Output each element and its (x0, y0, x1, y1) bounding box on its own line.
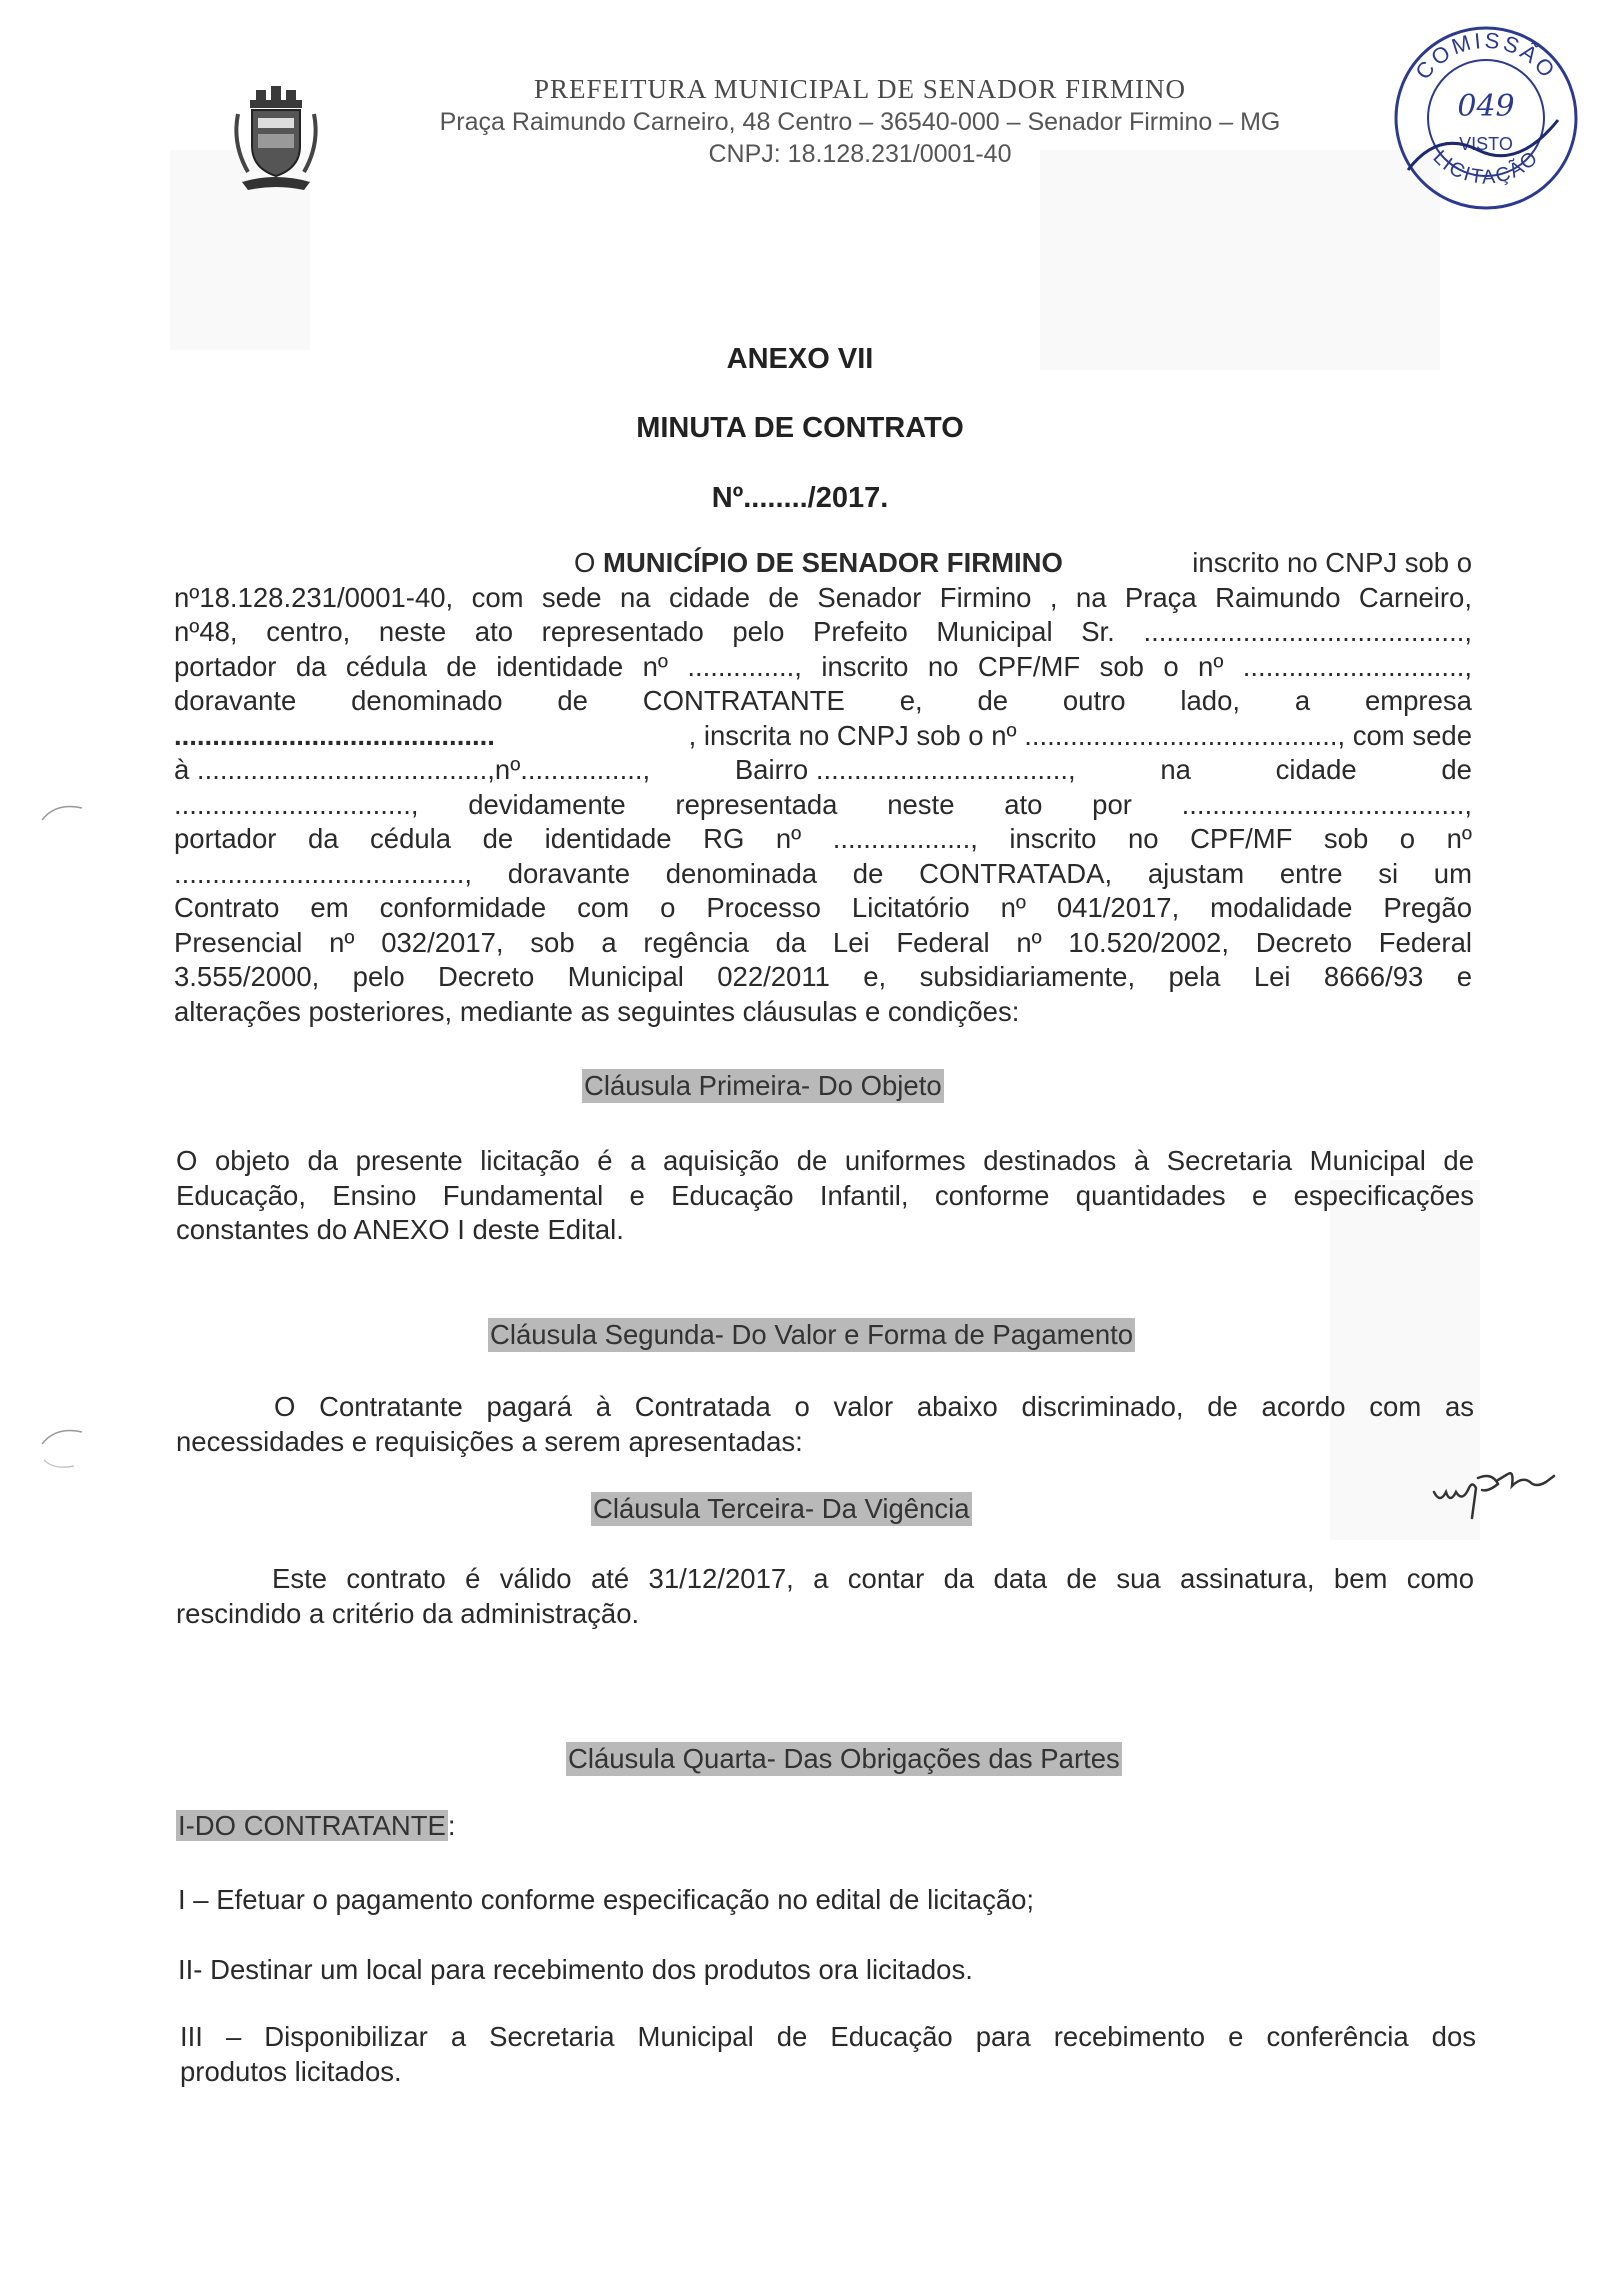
clause-2-line-2: necessidades e requisições a serem apresentadas: (176, 1425, 803, 1457)
document-heading: MINUTA DE CONTRATO (636, 412, 964, 444)
obligation-item-3-line-1: III – Disponibilizar a Secretaria Municipal de Educação para recebimento e conferência dos (180, 2021, 1476, 2052)
annex-title: ANEXO VII (726, 343, 874, 375)
stamp-top-text: COMISSÃO (1410, 27, 1562, 85)
word: CONTRATANTE (642, 685, 845, 716)
obligation-item-3 (180, 2020, 1476, 2089)
section-colon: : (447, 1810, 456, 1841)
margin-mark (40, 800, 90, 840)
clause-1-line-3: constantes do ANEXO I deste Edital. (176, 1214, 624, 1245)
clause-3-title: Cláusula Terceira- Da Vigência (593, 1493, 970, 1524)
preamble-line-4: portador da cédula de identidade nº .............., inscrito no CPF/MF sob o nº ............................., (174, 650, 1472, 682)
preamble-line-5 (174, 684, 1472, 719)
stamp-middle-text: VISTO (1459, 134, 1513, 154)
preamble-line-2: nº18.128.231/0001-40, com sede na cidade de Senador Firmino , na Praça Raimundo Carneiro, (174, 581, 1472, 613)
preamble-line-13: 3.555/2000, pelo Decreto Municipal 022/2011 e, subsidiariamente, pela Lei 8666/93 e (174, 961, 1472, 992)
word: doravante (174, 685, 297, 716)
word: o (1399, 823, 1416, 854)
stamp-bottom-text: LICITAÇÃO (1428, 146, 1544, 189)
bleed-through (1040, 150, 1440, 370)
clause-3-line-2: rescindido a critério da administração. (176, 1597, 640, 1629)
word: a (1294, 685, 1311, 716)
word: .................., (832, 823, 978, 854)
word: cidade (1275, 754, 1357, 785)
word: portador (174, 823, 277, 854)
contratante-section-heading (176, 1809, 456, 1844)
word: de (1441, 754, 1472, 785)
word: sob (1323, 823, 1369, 854)
preamble-line-14: alterações posteriores, mediante as seguintes cláusulas e condições: (174, 995, 1020, 1027)
word: de (482, 823, 514, 854)
obligation-item-2: II- Destinar um local para recebimento dos produtos ora licitados. (178, 1954, 973, 1985)
word: identidade (544, 823, 672, 854)
preamble-line-12: Presencial nº 032/2017, sob a regência da Lei Federal nº 10.520/2002, Decreto Federal (174, 926, 1472, 958)
word: no (1127, 823, 1159, 854)
preamble-line-9 (174, 822, 1472, 857)
clause-1-line-1: O objeto da presente licitação é a aquisição de uniformes destinados à Secretaria Municipal de (176, 1145, 1474, 1176)
clause-2-body (176, 1390, 1474, 1459)
word: da (307, 823, 339, 854)
preamble-line-8: ..............................., devidamente representada neste ato por ....................................., (174, 788, 1472, 820)
clause-3-line-1: Este contrato é válido até 31/12/2017, a contar da data de sua assinatura, bem como (272, 1563, 1474, 1594)
word: na (1160, 754, 1191, 785)
svg-text:COMISSÃO (1410, 28, 1561, 85)
word: denominado (351, 685, 503, 716)
stamp-number: 049 (1457, 89, 1515, 124)
word: de (557, 685, 588, 716)
header-title: PREFEITURA MUNICIPAL DE SENADOR FIRMINO (533, 74, 1187, 104)
word: Bairro ................................., (734, 754, 1076, 785)
preamble-line-1 (174, 546, 1472, 581)
obligation-item-1: I – Efetuar o pagamento conforme especificação no edital de licitação; (178, 1884, 1035, 1915)
word: lado, (1180, 685, 1241, 716)
word: CPF/MF (1190, 823, 1293, 854)
clause-1-line-2: Educação, Ensino Fundamental e Educação Infantil, conforme quantidades e especificações (176, 1179, 1474, 1211)
clause-2-line-1: O Contratante pagará à Contratada o valor abaixo discriminado, de acordo com as (274, 1391, 1474, 1422)
preamble-paragraph (174, 546, 1472, 1029)
word: RG (703, 823, 745, 854)
word: de (977, 685, 1009, 716)
clause-3-body (176, 1562, 1474, 1631)
header-cnpj: CNPJ: 18.128.231/0001-40 (708, 140, 1012, 168)
municipal-crest-icon (228, 84, 324, 194)
preamble-line-10: ......................................, doravante denominada de CONTRATADA, ajustam entre si um (174, 857, 1472, 889)
preamble-line-6 (174, 719, 1472, 754)
margin-mark (40, 1420, 90, 1480)
preamble-line-3: nº48, centro, neste ato representado pelo Prefeito Municipal Sr. .........................................., (174, 616, 1472, 647)
word: cédula (370, 823, 452, 854)
handwritten-initials (1428, 1462, 1598, 1532)
word: empresa (1364, 685, 1472, 716)
preamble-line-1-tail: inscrito no CNPJ sob o (1192, 547, 1472, 578)
word: nº (775, 823, 802, 854)
preamble-line-11: Contrato em conformidade com o Processo Licitatório nº 041/2017, modalidade Pregão (174, 892, 1472, 923)
preamble-line-6-rest: , inscrita no CNPJ sob o nº ........................................., com sede (688, 719, 1472, 751)
word: à ......................................,nº................, (174, 754, 651, 785)
word: inscrito (1009, 823, 1097, 854)
preamble-lead: O (574, 547, 604, 578)
clause-1-body (176, 1144, 1474, 1248)
word: nº (1446, 823, 1472, 854)
clause-2-title: Cláusula Segunda- Do Valor e Forma de Pagamento (490, 1319, 1134, 1350)
header-address: Praça Raimundo Carneiro, 48 Centro – 36540-000 – Senador Firmino – MG (439, 108, 1281, 136)
clause-1-title: Cláusula Primeira- Do Objeto (584, 1070, 942, 1101)
contratante-section-title: I-DO CONTRATANTE (178, 1810, 446, 1841)
clause-4-title: Cláusula Quarta- Das Obrigações das Partes (568, 1743, 1120, 1774)
commission-stamp (1388, 20, 1584, 216)
preamble-line-7 (174, 753, 1472, 788)
obligation-item-3-line-2: produtos licitados. (180, 2055, 402, 2087)
company-name-blank: .......................................... (174, 719, 495, 751)
word: e, (899, 685, 923, 716)
contract-number: Nº......../2017. (711, 482, 889, 514)
word: outro (1062, 685, 1126, 716)
municipality-name: MUNICÍPIO DE SENADOR FIRMINO (603, 547, 1063, 578)
